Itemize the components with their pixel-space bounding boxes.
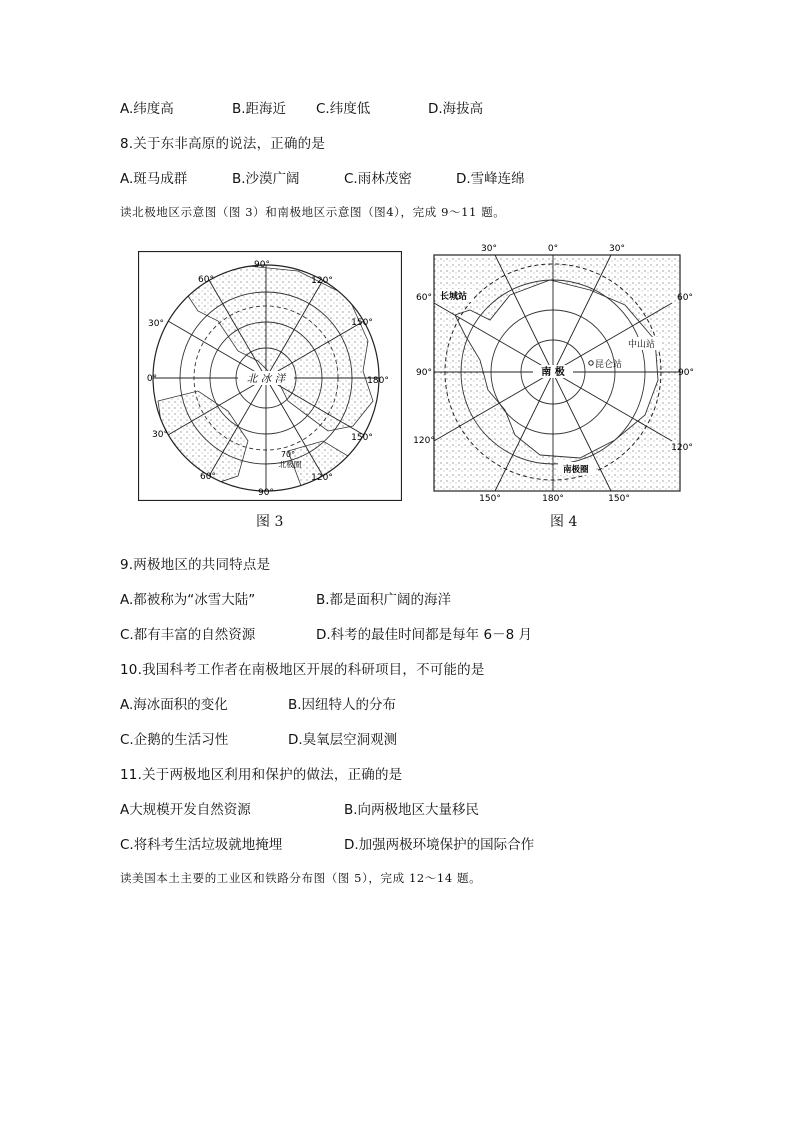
- antarctic-label-60-right: 60°: [677, 293, 693, 303]
- antarctic-circle-label: 南极圈: [563, 465, 589, 475]
- arctic-circle-label: 北极圈: [278, 460, 302, 469]
- arctic-label-90-bottom: 90°: [258, 488, 274, 498]
- antarctic-map: [410, 240, 694, 505]
- q11-stem: 11.关于两极地区利用和保护的做法，正确的是: [120, 767, 403, 783]
- antarctic-label-90-right: 90°: [678, 368, 694, 378]
- q8-option-a: A.斑马成群: [120, 171, 188, 187]
- changcheng-station-label: 长城站: [440, 292, 468, 302]
- q10-option-a: A.海冰面积的变化: [120, 697, 228, 713]
- q10-option-c: C.企鹅的生活习性: [120, 732, 229, 748]
- arctic-label-70: 70°: [280, 450, 296, 459]
- antarctic-label-30-top-left: 30°: [481, 244, 497, 254]
- q7-option-c: C.纬度低: [316, 101, 371, 117]
- south-pole-label: 南 极: [541, 367, 565, 378]
- q8-option-d: D.雪峰连绵: [456, 171, 525, 187]
- q11-option-b: B.向两极地区大量移民: [344, 802, 480, 818]
- q11-option-d: D.加强两极环境保护的国际合作: [344, 837, 535, 853]
- q10-option-d: D.臭氧层空洞观测: [288, 732, 398, 748]
- q8-option-c: C.雨林茂密: [344, 171, 412, 187]
- q7-option-d: D.海拔高: [428, 101, 484, 117]
- antarctic-label-60-left: 60°: [416, 293, 432, 303]
- intro-figure-5: 读美国本土主要的工业区和铁路分布图（图 5），完成 12～14 题。: [120, 871, 482, 885]
- figure-4-caption: 图 4: [550, 514, 578, 530]
- q7-option-b: B.距海近: [232, 101, 287, 117]
- arctic-label-180: 180°: [367, 376, 389, 386]
- q11-option-c: C.将科考生活垃圾就地掩埋: [120, 837, 283, 853]
- antarctic-label-180: 180°: [542, 494, 564, 504]
- arctic-map: [138, 251, 402, 501]
- intro-figures-3-4: 读北极地区示意图（图 3）和南极地区示意图（图4），完成 9～11 题。: [120, 205, 506, 219]
- q9-option-a: A.都被称为“冰雪大陆”: [120, 592, 256, 608]
- arctic-label-120-b: 120°: [311, 473, 333, 483]
- q9-stem: 9.两极地区的共同特点是: [120, 557, 271, 573]
- antarctic-label-120-right: 120°: [671, 443, 693, 453]
- arctic-label-150: 150°: [351, 318, 373, 328]
- arctic-label-60-left-b: 60°: [200, 472, 216, 482]
- arctic-label-90-top: 90°: [254, 260, 270, 270]
- arctic-label-30-left: 30°: [148, 319, 164, 329]
- arctic-label-120: 120°: [311, 276, 333, 286]
- q7-option-a: A.纬度高: [120, 101, 174, 117]
- kunlun-station-label: 昆仑站: [595, 360, 623, 370]
- arctic-label-0: 0°: [146, 374, 158, 384]
- antarctic-label-90-left: 90°: [416, 368, 432, 378]
- arctic-label-150-b: 150°: [351, 433, 373, 443]
- q9-option-b: B.都是面积广阔的海洋: [316, 592, 452, 608]
- q8-option-b: B.沙漠广阔: [232, 171, 300, 187]
- q8-stem: 8.关于东非高原的说法，正确的是: [120, 136, 326, 152]
- antarctic-label-150-right: 150°: [608, 494, 630, 504]
- q9-option-c: C.都有丰富的自然资源: [120, 627, 256, 643]
- antarctic-label-30-top-right: 30°: [609, 244, 625, 254]
- antarctic-label-150-left: 150°: [479, 494, 501, 504]
- figure-3-caption: 图 3: [256, 514, 284, 530]
- q10-option-b: B.因纽特人的分布: [288, 697, 397, 713]
- antarctic-label-0: 0°: [547, 244, 559, 254]
- arctic-ocean-label: 北 冰 洋: [246, 373, 286, 385]
- zhongshan-station-label: 中山站: [628, 340, 656, 350]
- arctic-label-60-left: 60°: [198, 275, 214, 285]
- arctic-label-30-left-b: 30°: [152, 430, 168, 440]
- antarctic-label-120-left: 120°: [413, 436, 435, 446]
- q9-option-d: D.科考的最佳时间都是每年 6－8 月: [316, 627, 532, 643]
- q11-option-a: A大规模开发自然资源: [120, 802, 251, 818]
- q10-stem: 10.我国科考工作者在南极地区开展的科研项目，不可能的是: [120, 662, 485, 678]
